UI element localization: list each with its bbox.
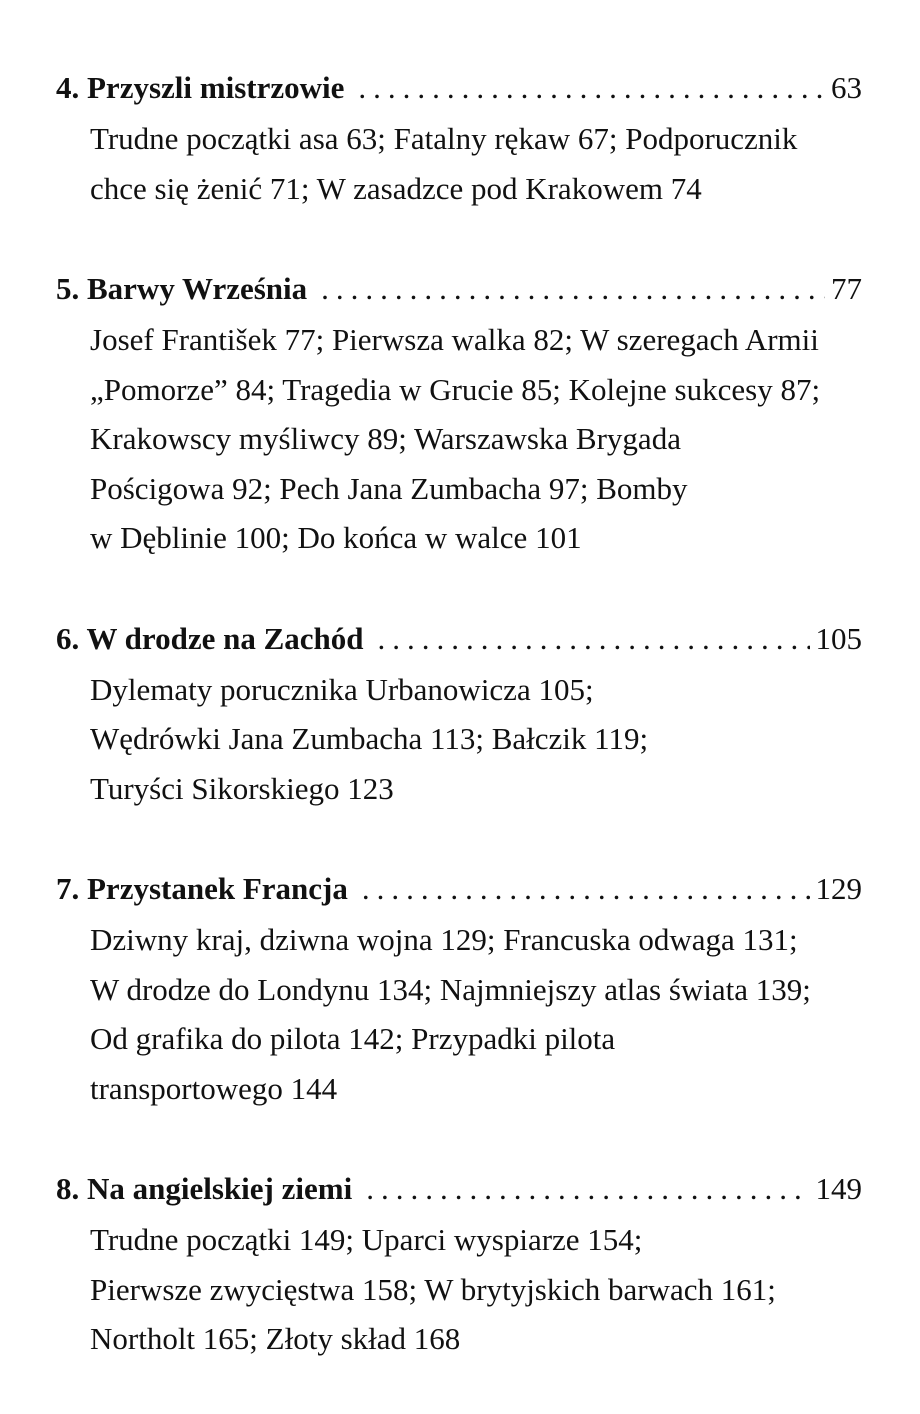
chapter-heading xyxy=(56,263,862,315)
subsection-line: Turyści Sikorskiego 123 xyxy=(90,770,394,806)
subsection-line: chce się żenić 71; W zasadzce pod Krakowem 74 xyxy=(90,170,702,206)
subsection-line: „Pomorze” 84; Tragedia w Grucie 85; Kolejne sukcesy 87; xyxy=(90,371,821,407)
subsection-line: Dziwny kraj, dziwna wojna 129; Francuska odwaga 131; xyxy=(90,922,798,957)
subsection-line: Josef František 77; Pierwsza walka 82; W szeregach Armii xyxy=(90,322,819,357)
chapter-title: Przyszli mistrzowie xyxy=(87,70,345,105)
chapter-page-number: 77 xyxy=(831,271,862,306)
chapter-heading xyxy=(56,62,862,114)
chapter-title: W drodze na Zachód xyxy=(86,620,364,656)
subsection-line: Trudne początki 149; Uparci wyspiarze 154; xyxy=(90,1222,643,1257)
chapter-title: Na angielskiej ziemi xyxy=(87,1171,353,1206)
chapter-subsections xyxy=(56,915,862,1113)
toc-chapter-5 xyxy=(56,263,862,563)
chapter-title: Przystanek Francja xyxy=(87,871,348,906)
chapter-subsections xyxy=(56,665,862,814)
chapter-heading xyxy=(56,863,862,915)
subsection-line: transportowego 144 xyxy=(90,1070,338,1106)
chapter-page-number: 63 xyxy=(831,70,862,105)
toc-chapter-4 xyxy=(56,62,862,213)
chapter-number: 7. xyxy=(56,871,80,906)
dot-leader xyxy=(358,62,825,114)
subsection-line: Od grafika do pilota 142; Przypadki pilota xyxy=(90,1021,616,1056)
chapter-page-number: 149 xyxy=(815,1171,862,1206)
chapter-title: Barwy Września xyxy=(87,271,308,306)
subsection-line: w Dęblinie 100; Do końca w walce 101 xyxy=(90,520,582,555)
dot-leader xyxy=(366,1163,809,1215)
subsection-line: Krakowscy myśliwcy 89; Warszawska Brygada xyxy=(90,421,681,456)
chapter-page-number: 129 xyxy=(815,871,862,906)
subsection-line: Pościgowa 92; Pech Jana Zumbacha 97; Bomby xyxy=(90,470,688,506)
toc-chapter-6 xyxy=(56,613,862,814)
chapter-number: 8. xyxy=(56,1171,80,1206)
chapter-page-number: 105 xyxy=(815,620,862,656)
dot-leader xyxy=(378,613,810,665)
chapter-number: 6. xyxy=(56,620,80,656)
dot-leader xyxy=(321,263,825,315)
subsection-line: Dylematy porucznika Urbanowicza 105; xyxy=(90,671,594,707)
chapter-number: 4. xyxy=(56,70,80,105)
subsection-line: Northolt 165; Złoty skład 168 xyxy=(90,1321,461,1356)
toc-chapter-8 xyxy=(56,1163,862,1364)
subsection-line: Pierwsze zwycięstwa 158; W brytyjskich barwach 161; xyxy=(90,1271,776,1307)
chapter-heading xyxy=(56,1163,862,1215)
table-of-contents xyxy=(56,62,862,1414)
chapter-subsections xyxy=(56,315,862,563)
subsection-line: Trudne początki asa 63; Fatalny rękaw 67; Podporucznik xyxy=(90,121,798,156)
toc-chapter-7 xyxy=(56,863,862,1113)
chapter-subsections xyxy=(56,1215,862,1364)
subsection-line: Wędrówki Jana Zumbacha 113; Bałczik 119; xyxy=(90,721,649,756)
chapter-heading xyxy=(56,613,862,665)
subsection-line: W drodze do Londynu 134; Najmniejszy atlas świata 139; xyxy=(90,971,811,1007)
dot-leader xyxy=(362,863,810,915)
chapter-number: 5. xyxy=(56,271,80,306)
chapter-subsections xyxy=(56,114,862,213)
